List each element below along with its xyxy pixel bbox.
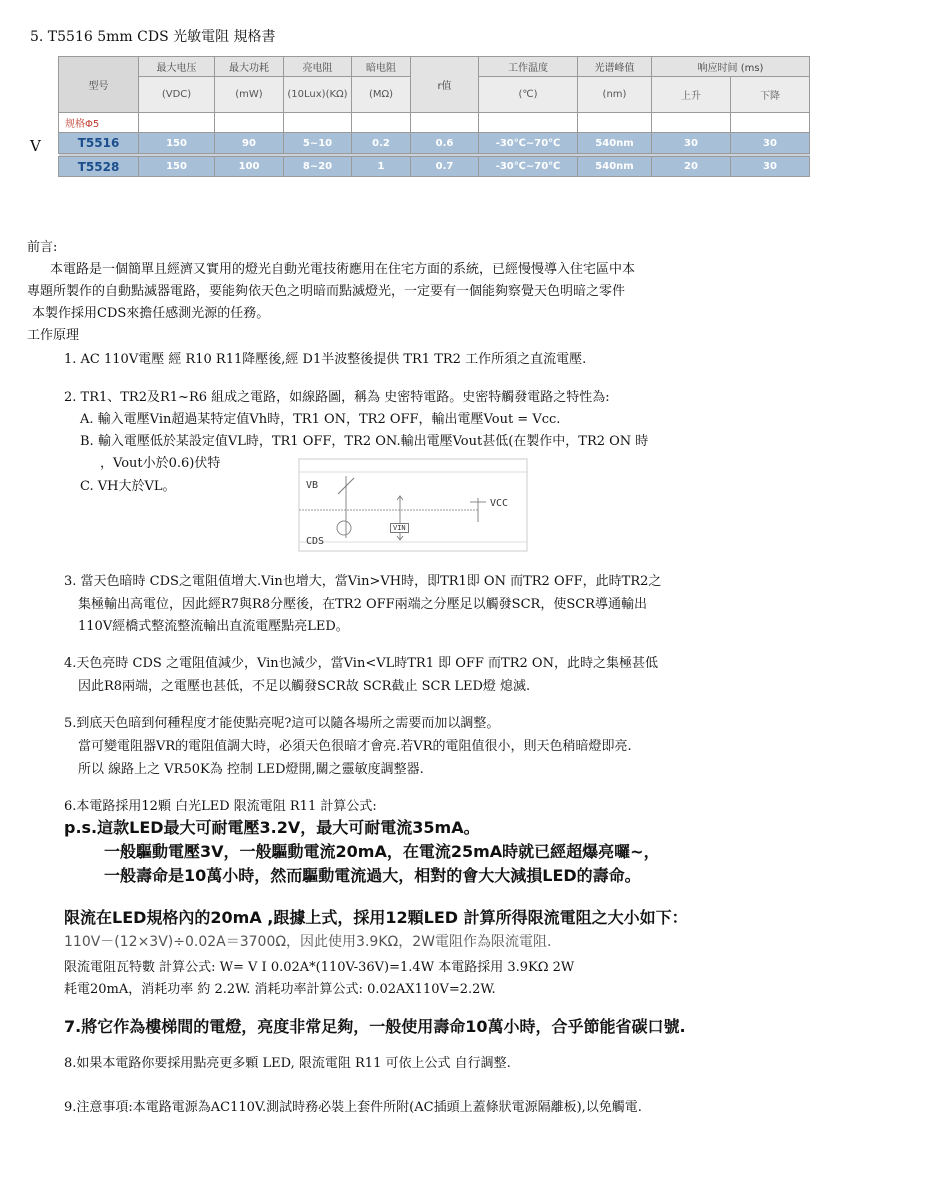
cell-rise: 30 <box>652 133 731 154</box>
cell-max-power: 90 <box>215 133 284 154</box>
cell-r-value: 0.7 <box>411 157 479 177</box>
table-row <box>59 157 810 177</box>
header-light-resistance: 亮电阻 <box>284 57 352 77</box>
unit-peak-wavelength: (nm) <box>578 77 652 113</box>
header-dark-resistance: 暗电阻 <box>352 57 411 77</box>
cell-max-voltage: 150 <box>139 133 215 154</box>
principle-item-4: 4.天色亮時 CDS 之電阻值減少，Vin也減少，當Vin<VL時TR1 即 OFF 而TR2 ON，此時之集極甚低 <box>64 656 658 671</box>
led-life-note: 一般壽命是10萬小時，然而驅動電流過大，相對的會大大減損LED的壽命。 <box>104 866 641 885</box>
principle-item-2c: C. VH大於VL。 <box>80 479 176 494</box>
cell-r-value: 0.6 <box>411 133 479 154</box>
page-title: 5. T5516 5mm CDS 光敏電阻 規格書 <box>30 29 276 45</box>
cell-max-voltage: 150 <box>139 157 215 177</box>
header-model: 型号 <box>59 57 139 113</box>
table-row <box>59 133 810 154</box>
header-r-value: r值 <box>411 57 479 113</box>
spec-table <box>58 56 810 177</box>
unit-dark-resistance: (MΩ) <box>352 77 411 113</box>
intro-line-2: 專題所製作的自動點滅器電路，要能夠依天色之明暗而點滅燈光，一定要有一個能夠察覺天色明暗之零件 <box>27 284 626 299</box>
led-spec-note: p.s.這款LED最大可耐電壓3.2V，最大可耐電流35mA。 <box>64 818 480 837</box>
circuit-label-cds: CDS <box>306 536 325 547</box>
principle-item-2b: B. 輸入電壓低於某設定值VL時，TR1 OFF，TR2 ON.輸出電壓Vout甚低(在製作中，TR2 ON 時 <box>80 434 649 449</box>
cell-rise: 20 <box>652 157 731 177</box>
side-mark: V <box>30 137 41 155</box>
unit-light-resistance: (10Lux)(KΩ) <box>284 77 352 113</box>
calc-heading: 限流在LED規格內的20mA ,跟據上式，採用12顆LED 計算所得限流電阻之大小如下： <box>64 908 688 927</box>
circuit-label-vin: VIN <box>390 523 409 533</box>
header-peak-wavelength: 光谱峰值 <box>578 57 652 77</box>
cell-temp: -30℃~70℃ <box>479 133 578 154</box>
header-rise: 上升 <box>652 77 731 113</box>
principle-item-3-line3: 110V經橋式整流整流輸出直流電壓點亮LED。 <box>78 619 349 634</box>
cell-dark-resistance: 0.2 <box>352 133 411 154</box>
principle-item-1: 1. AC 110V電壓 經 R10 R11降壓後,經 D1半波整後提供 TR1 TR2 工作所須之直流電壓. <box>64 352 587 367</box>
led-drive-note: 一般驅動電壓3V，一般驅動電流20mA，在電流25mA時就已經超爆亮囉~， <box>104 842 660 861</box>
principle-item-7: 7.將它作為樓梯間的電燈，亮度非常足夠，一般使用壽命10萬小時，合乎節能省碳口號. <box>64 1017 686 1036</box>
cell-fall: 30 <box>731 133 810 154</box>
cell-temp: -30℃~70℃ <box>479 157 578 177</box>
cell-model: T5516 <box>59 133 139 154</box>
spec-label: 规格Φ5 <box>59 113 139 133</box>
principle-item-2a: A. 輸入電壓Vin超過某特定值Vh時，TR1 ON，TR2 OFF，輸出電壓Vout = Vcc. <box>80 412 561 427</box>
principle-item-5: 5.到底天色暗到何種程度才能使點亮呢?這可以隨各場所之需要而加以調整。 <box>64 716 500 731</box>
intro-heading: 前言: <box>27 240 58 255</box>
principle-item-2b-cont: ，Vout小於0.6)伏特 <box>100 456 221 471</box>
circuit-label-vcc: VCC <box>490 498 509 509</box>
cell-light-resistance: 5~10 <box>284 133 352 154</box>
intro-line-3: 本製作採用CDS來擔任感測光源的任務。 <box>32 306 270 321</box>
principle-item-8: 8.如果本電路你要採用點亮更多顆 LED, 限流電阻 R11 可依上公式 自行調整. <box>64 1056 511 1071</box>
principle-item-3-line2: 集極輸出高電位，因此經R7與R8分壓後，在TR2 OFF兩端之分壓足以觸發SCR，使SCR導通輸出 <box>78 597 647 612</box>
principle-item-3: 3. 當天色暗時 CDS之電阻值增大.Vin也增大，當Vin>VH時，即TR1即 ON 而TR2 OFF，此時TR2之 <box>64 574 662 589</box>
principle-item-9: 9.注意事項:本電路電源為AC110V.測試時務必裝上套件所附(AC插頭上蓋條狀電源隔離板),以免觸電. <box>64 1100 642 1115</box>
header-max-voltage: 最大电压 <box>139 57 215 77</box>
header-max-power: 最大功耗 <box>215 57 284 77</box>
header-response-time: 响应时间 (ms) <box>652 57 810 77</box>
principle-item-6: 6.本電路採用12顆 白光LED 限流電阻 R11 計算公式: <box>64 799 377 814</box>
unit-operating-temp: (℃) <box>479 77 578 113</box>
cell-model: T5528 <box>59 157 139 177</box>
cell-light-resistance: 8~20 <box>284 157 352 177</box>
unit-max-voltage: (VDC) <box>139 77 215 113</box>
principle-item-5-line3: 所以 線路上之 VR50K為 控制 LED燈開,關之靈敏度調整器. <box>78 762 424 777</box>
unit-max-power: (mW) <box>215 77 284 113</box>
cell-fall: 30 <box>731 157 810 177</box>
principle-item-2: 2. TR1、TR2及R1~R6 組成之電路，如線路圖，稱為 史密特電路。史密特觸發電路之特性為: <box>64 390 610 405</box>
cell-wavelength: 540nm <box>578 133 652 154</box>
cell-max-power: 100 <box>215 157 284 177</box>
calc-power: 耗電20mA，消耗功率 約 2.2W. 消耗功率計算公式: 0.02AX110V=2.2W. <box>64 982 496 997</box>
principle-item-4-line2: 因此R8兩端，之電壓也甚低，不足以觸發SCR故 SCR截止 SCR LED燈 熄滅. <box>78 679 531 694</box>
calc-wattage: 限流電阻瓦特數 計算公式: W= V I 0.02A*(110V-36V)=1.4W 本電路採用 3.9KΩ 2W <box>64 960 575 975</box>
principle-heading: 工作原理 <box>27 328 80 343</box>
calc-formula: 110V－(12×3V)÷0.02A＝3700Ω，因此使用3.9KΩ，2W電阻作為限流電阻. <box>64 934 552 950</box>
header-fall: 下降 <box>731 77 810 113</box>
intro-line-1: 本電路是一個簡單且經濟又實用的燈光自動光電技術應用在住宅方面的系統，已經慢慢導入住宅區中本 <box>50 262 636 277</box>
circuit-label-vb: VB <box>306 480 319 491</box>
cell-dark-resistance: 1 <box>352 157 411 177</box>
circuit-diagram <box>298 458 528 552</box>
header-operating-temp: 工作温度 <box>479 57 578 77</box>
cell-wavelength: 540nm <box>578 157 652 177</box>
principle-item-5-line2: 當可變電阻器VR的電阻值調大時，必須天色很暗才會亮.若VR的電阻值很小，則天色稍暗燈即亮. <box>78 739 632 754</box>
